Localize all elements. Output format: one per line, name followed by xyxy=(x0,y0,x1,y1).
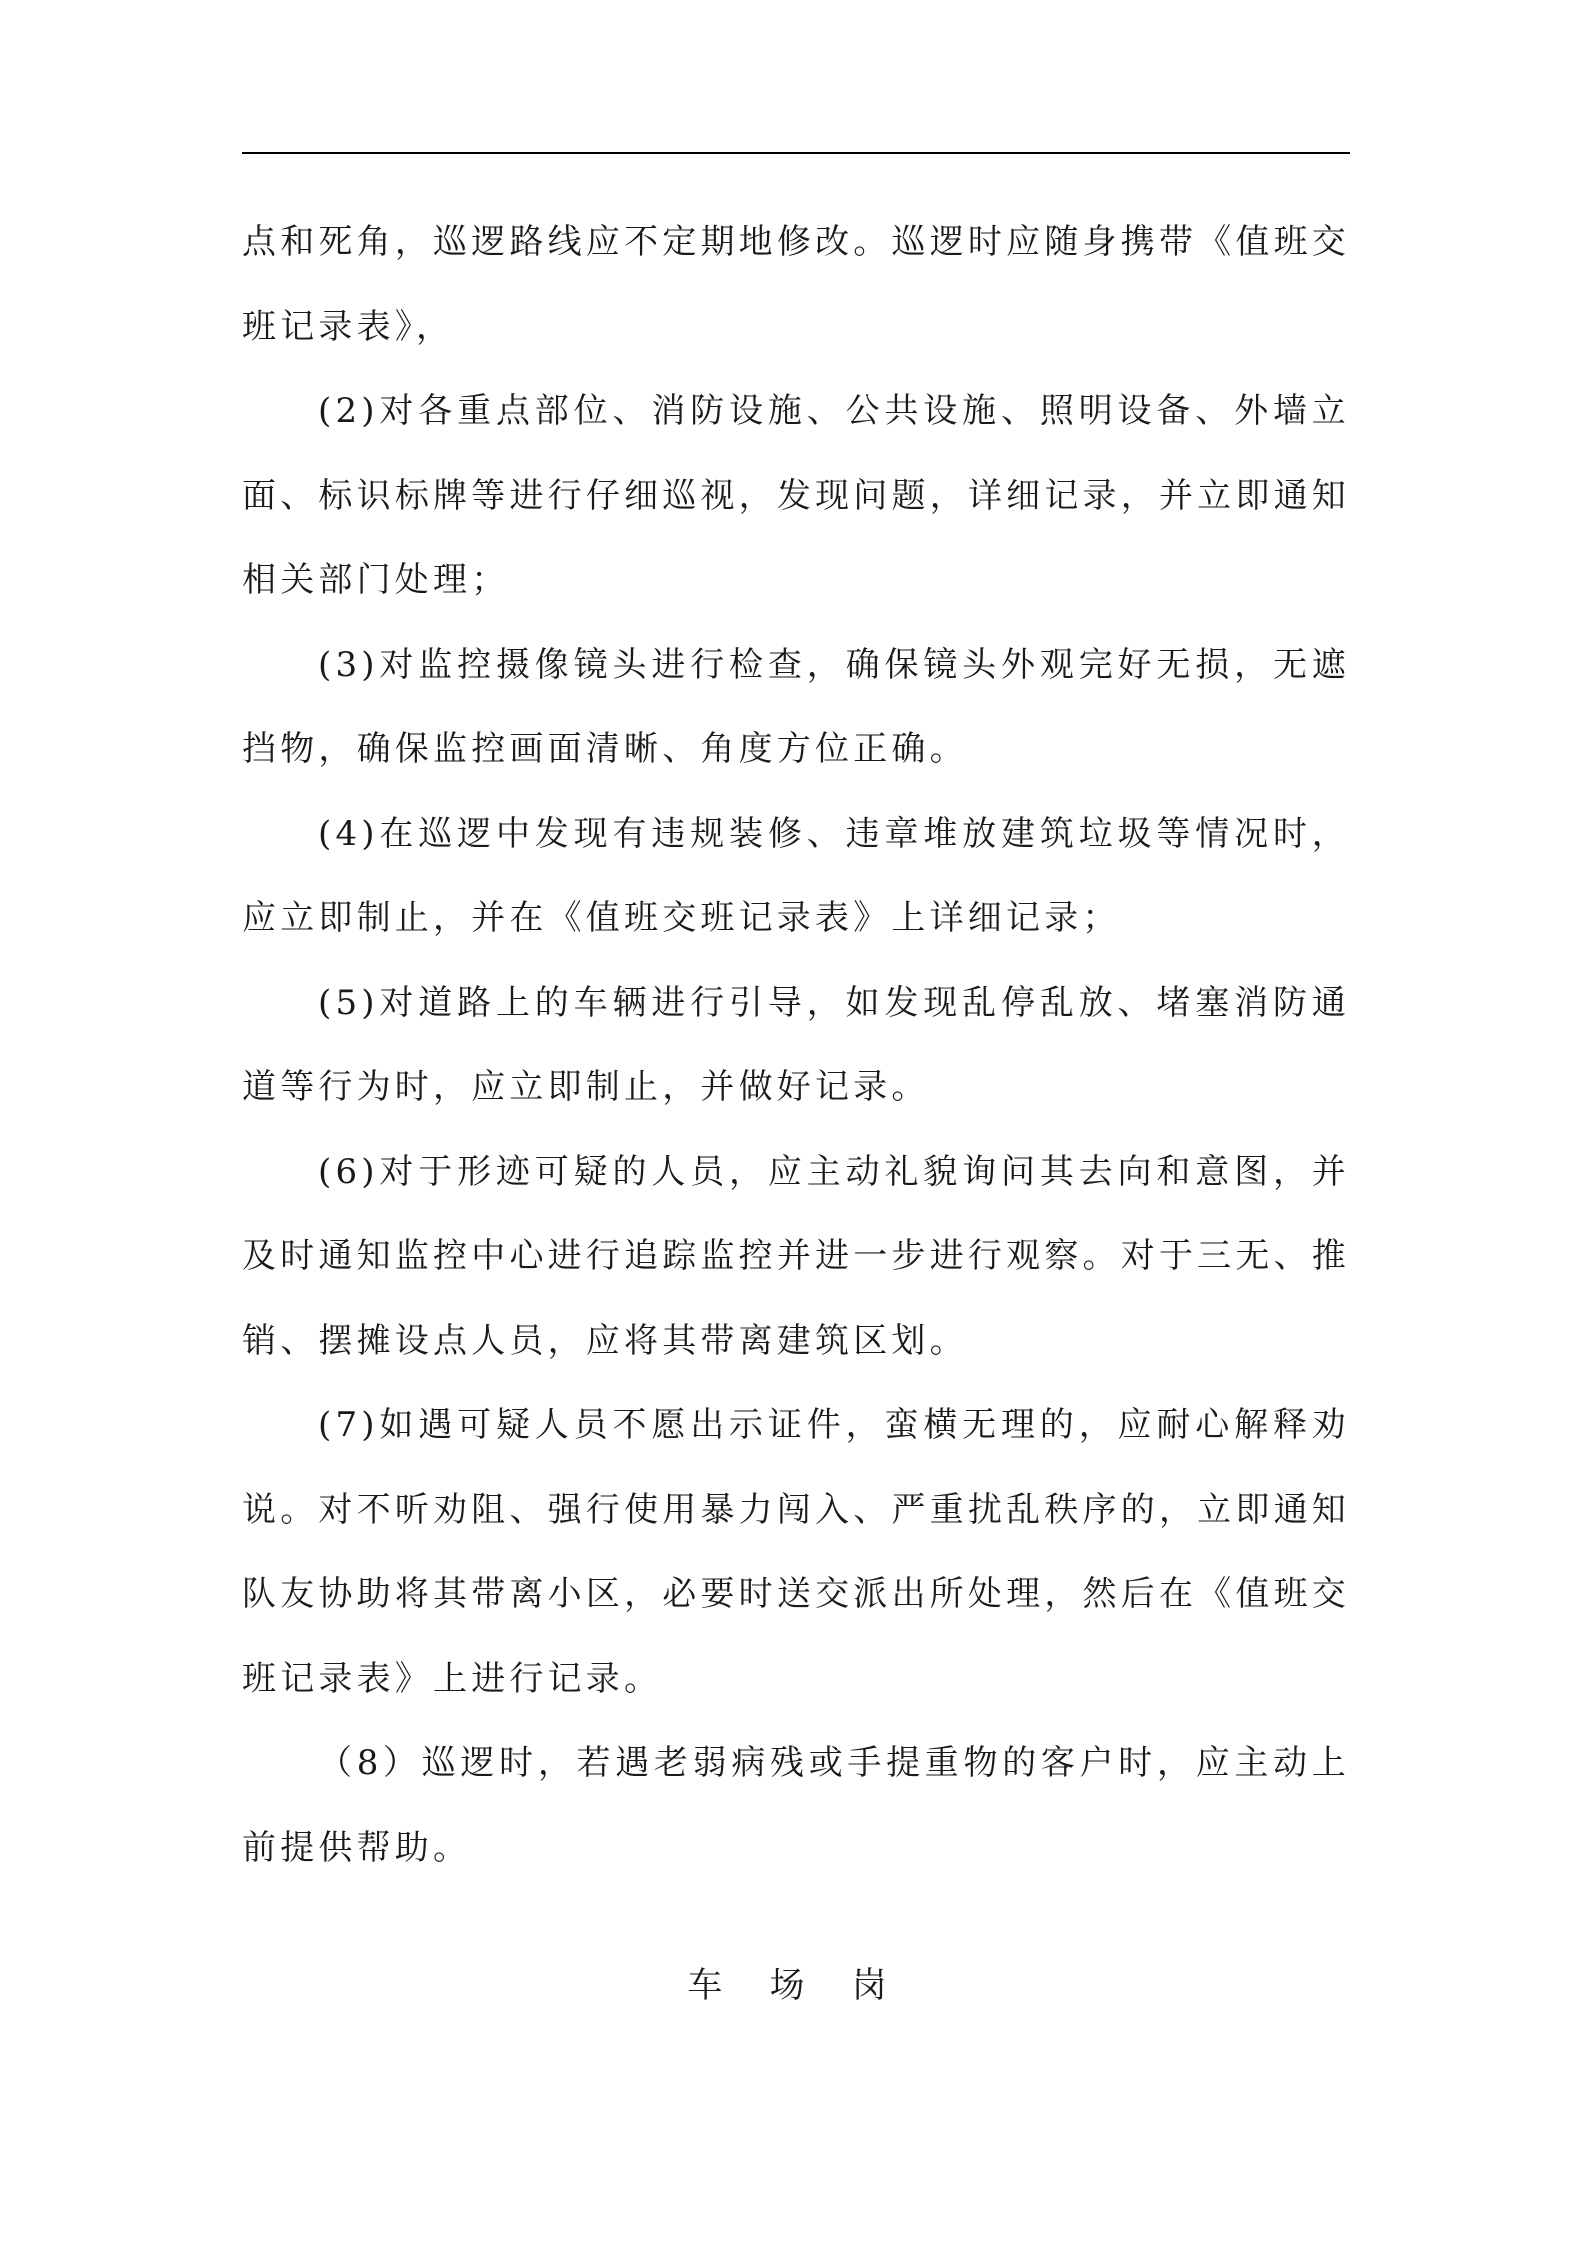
paragraph-item-2: (2)对各重点部位、消防设施、公共设施、照明设备、外墙立面、标识标牌等进行仔细巡视，发现问题，详细记录，并立即通知相关部门处理； xyxy=(242,391,1350,600)
document-body xyxy=(242,200,1350,1890)
section-title: 车 场 岗 xyxy=(687,1966,905,2006)
paragraph-item-4: (4)在巡逻中发现有违规装修、违章堆放建筑垃圾等情况时，应立即制止，并在《值班交班记录表》上详细记录； xyxy=(242,813,1350,938)
paragraph-item-5: (5)对道路上的车辆进行引导，如发现乱停乱放、堵塞消防通道等行为时，应立即制止，并做好记录。 xyxy=(242,982,1350,1107)
paragraph-item-7: (7)如遇可疑人员不愿出示证件，蛮横无理的，应耐心解释劝说。对不听劝阻、强行使用暴力闯入、严重扰乱秩序的，立即通知队友协助将其带离小区，必要时送交派出所处理，然后在《值班交班记录表》上进行记录。 xyxy=(242,1405,1350,1699)
paragraph-continuation: 点和死角，巡逻路线应不定期地修改。巡逻时应随身携带《值班交班记录表》， xyxy=(242,222,1350,347)
paragraph-item-8: （8）巡逻时，若遇老弱病残或手提重物的客户时，应主动上前提供帮助。 xyxy=(242,1743,1350,1868)
header-rule xyxy=(242,152,1350,154)
paragraph-item-3: (3)对监控摄像镜头进行检查，确保镜头外观完好无损，无遮挡物，确保监控画面清晰、角度方位正确。 xyxy=(242,644,1350,769)
paragraph-item-6: (6)对于形迹可疑的人员，应主动礼貌询问其去向和意图，并及时通知监控中心进行追踪监控并进一步进行观察。对于三无、推销、摆摊设点人员，应将其带离建筑区划。 xyxy=(242,1151,1350,1361)
